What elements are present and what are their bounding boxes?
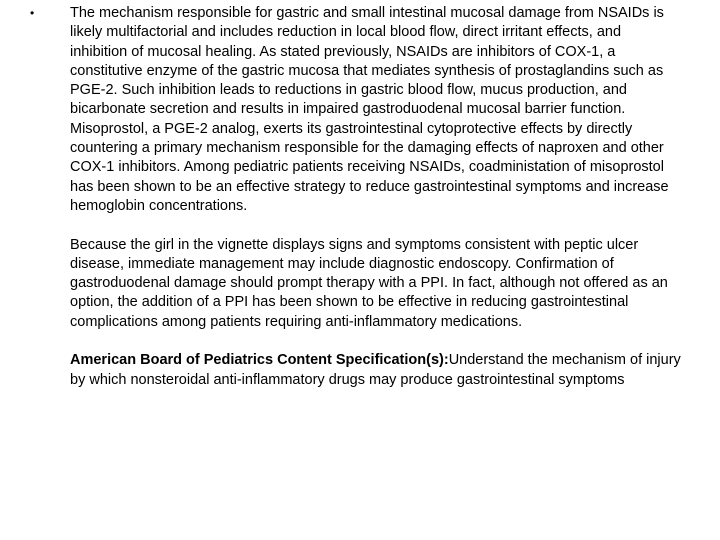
mechanism-paragraph: The mechanism responsible for gastric and small intestinal mucosal damage from NSAIDs is likely multifactorial and includes reduction in local blood flow, direct irritant effects, and inhibition of mucosal healing. As stated previously, NSAIDs are inhibitors of COX-1, a constitutive enzyme of the gastric mucosa that mediates synthesis of prostaglandins such as PGE-2. Such inhibition leads to reductions in gastric blood flow, mucus production, and bicarbonate secretion and results in impaired gastroduodenal mucosal barrier function. Misoprostol, a PGE-2 analog, exerts its gastrointestinal cytoprotective effects by directly countering a primary mechanism responsible for the damaging effects of naproxen and other COX-1 inhibitors. Among pediatric patients receiving NSAIDs, coadministation of misoprostol has been shown to be an effective strategy to reduce gastrointestinal symptoms and increase hemoglobin concentrations. — [70, 5, 669, 214]
management-paragraph: Because the girl in the vignette displays signs and symptoms consistent with peptic ulcer disease, immediate management may include diagnostic endoscopy. Confirmation of gastroduodenal damage should prompt therapy with a PPI. In fact, although not offered as an option, the addition of a PPI has been shown to be effective in reducing gastrointestinal complications among patients requiring anti-inflammatory medications. — [70, 236, 668, 330]
slide-content — [70, 4, 682, 390]
bullet-point: • — [30, 6, 35, 20]
specification-text: Understand the mechanism of injury by which nonsteroidal anti-inflammatory drugs may produce gastrointestinal symptoms — [70, 352, 681, 388]
content-specification — [70, 351, 682, 390]
specification-label: American Board of Pediatrics Content Specification(s): — [70, 352, 449, 369]
